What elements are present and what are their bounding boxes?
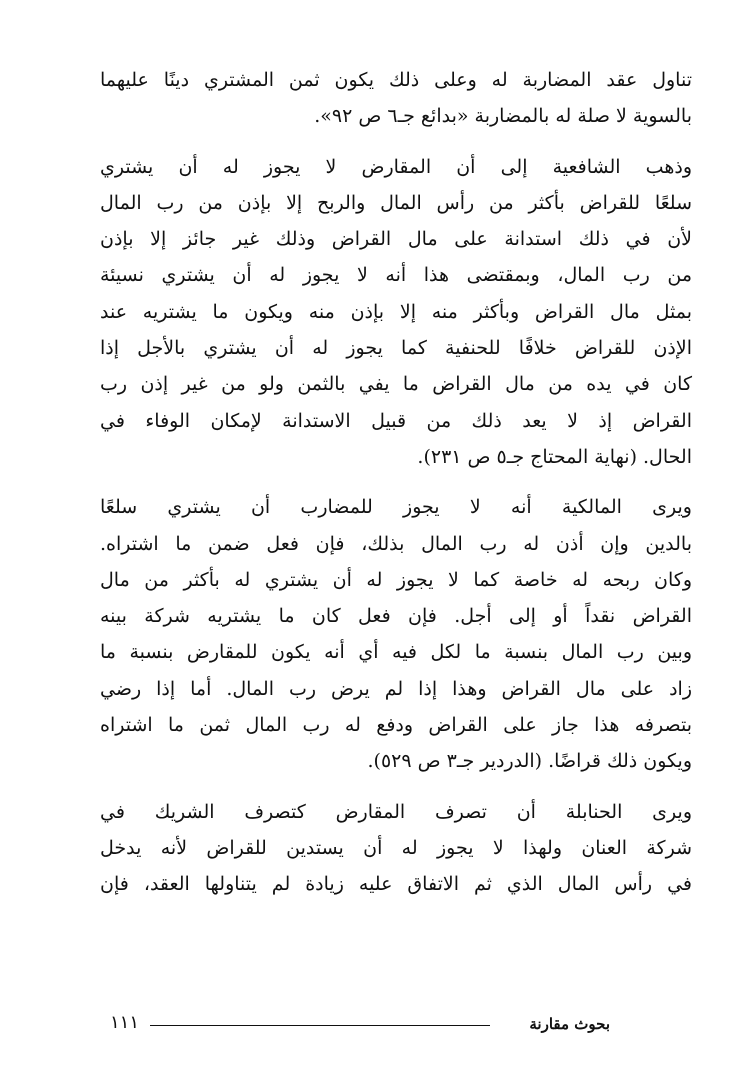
paragraph-4 — [100, 794, 692, 903]
text-line: شركة العنان ولهذا لا يجوز له أن يستدين للقراض لأنه يدخل — [100, 836, 692, 859]
text-line: وبين رب المال بنسبة ما لكل فيه أي أنه يكون للمقارض بنسبة ما — [100, 641, 692, 664]
footer-rule — [150, 1025, 490, 1026]
text-line: في رأس المال الذي ثم الاتفاق عليه زيادة لم يتناولها العقد، فإن — [100, 873, 692, 896]
running-title: بحوث مقارنة — [529, 1015, 610, 1033]
text-line: القراض نقداً أو إلى أجل. فإن فعل كان ما يشتريه شركة بينه — [100, 605, 692, 628]
text-line: وكان ربحه له خاصة كما لا يجوز له أن يشتري له بأكثر من مال — [100, 568, 692, 591]
text-line: بالدين وإن أذن له رب المال بذلك، فإن فعل ضمن ما اشتراه. — [100, 532, 692, 555]
text-line: الإذن للقراض خلافًا للحنفية كما يجوز له أن يشتري بالأجل إذا — [100, 337, 692, 360]
text-line: بتصرفه هذا جاز على القراض ودفع له رب المال ثمن ما اشتراه — [100, 714, 692, 737]
text-line: زاد على مال القراض وهذا إذا لم يرض رب المال. أما إذا رضي — [100, 677, 692, 700]
page-number: ١١١ — [110, 1012, 140, 1033]
text-line: لأن في ذلك استدانة على مال القراض وذلك غير جائز إلا بإذن — [100, 228, 692, 251]
text-line: كان في يده من مال القراض ما يفي بالثمن ولو من غير إذن رب — [100, 373, 692, 396]
text-line: ويرى المالكية أنه لا يجوز للمضارب أن يشتري سلعًا — [100, 496, 692, 519]
text-line: سلعًا للقراض بأكثر من رأس المال والربح إلا بإذن من رب المال — [100, 191, 692, 214]
text-line: من رب المال، وبمقتضى هذا أنه لا يجوز له أن يشتري نسيئة — [100, 264, 692, 287]
paragraph-3 — [100, 489, 692, 779]
text-line: بالسوية لا صلة له بالمضاربة «بدائع جـ٦ ص ٩٢». — [314, 105, 692, 128]
text-line: ويرى الحنابلة أن تصرف المقارض كتصرف الشريك في — [100, 800, 692, 823]
page-body — [100, 62, 692, 903]
page-footer — [110, 1010, 610, 1040]
text-line: ويكون ذلك قراضًا. (الدردير جـ٣ ص ٥٢٩). — [367, 750, 692, 773]
paragraph-1 — [100, 62, 692, 135]
text-line: القراض إذ لا يعد ذلك من قبيل الاستدانة لإمكان الوفاء في — [100, 409, 692, 432]
text-line: الحال. (نهاية المحتاج جـ٥ ص ٢٣١). — [417, 445, 692, 468]
paragraph-2 — [100, 149, 692, 476]
text-line: تناول عقد المضاربة له وعلى ذلك يكون ثمن المشتري دينًا عليهما — [100, 69, 692, 91]
text-line: وذهب الشافعية إلى أن المقارض لا يجوز له أن يشتري — [100, 155, 692, 178]
text-line: بمثل مال القراض وبأكثر منه إلا بإذن منه ويكون ما يشتريه عند — [100, 300, 692, 323]
